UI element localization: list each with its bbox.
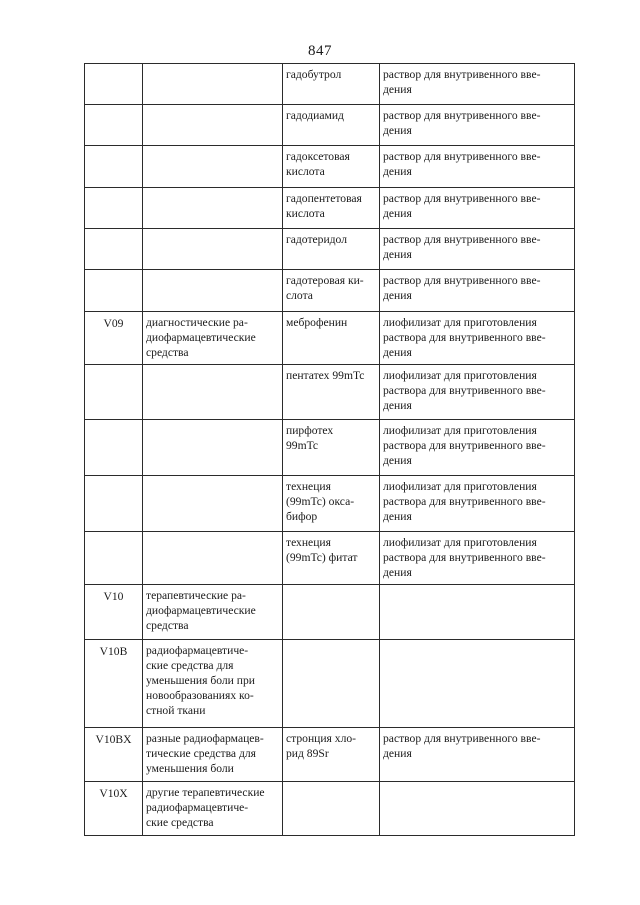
atc-code-cell [85,270,143,312]
substance-text: технеция (99mTc) окса- бифор [286,480,355,523]
table-row [85,532,575,585]
table-row [85,270,575,312]
table-row [85,640,575,728]
substance-cell [283,782,380,836]
atc-group-cell [143,420,283,476]
substance-cell [283,188,380,229]
dosage-form-text: раствор для внутривенного вве- дения [383,150,541,178]
dosage-form-cell [380,270,575,312]
atc-code-cell [85,782,143,836]
table-row [85,146,575,188]
table-row [85,728,575,782]
atc-group-cell [143,585,283,640]
substance-cell [283,365,380,420]
atc-code-text: V10X [99,787,128,800]
atc-code-cell [85,105,143,146]
atc-group-cell [143,270,283,312]
substance-cell [283,105,380,146]
table-row [85,476,575,532]
atc-code-cell [85,64,143,105]
substance-text: гадотеровая ки- слота [286,274,364,302]
table-row [85,312,575,365]
dosage-form-cell [380,585,575,640]
atc-group-cell [143,365,283,420]
substance-cell [283,420,380,476]
atc-group-text: диагностические ра- диофармацевтические средства [146,316,256,359]
atc-group-cell [143,532,283,585]
dosage-form-cell [380,188,575,229]
dosage-form-text: лиофилизат для приготовления раствора для внутривенного вве- дения [383,369,546,412]
dosage-form-text: лиофилизат для приготовления раствора для внутривенного вве- дения [383,480,546,523]
atc-code-text: V09 [103,317,124,330]
substance-cell [283,585,380,640]
table-row [85,229,575,270]
atc-group-text: другие терапевтические радиофармацевтиче- ские средства [146,786,265,829]
table-row [85,782,575,836]
atc-group-cell [143,728,283,782]
substance-text: гадобутрол [286,68,342,81]
atc-code-cell [85,585,143,640]
dosage-form-cell [380,312,575,365]
dosage-form-cell [380,640,575,728]
substance-text: технеция (99mTc) фитат [286,536,358,564]
atc-group-cell [143,64,283,105]
dosage-form-text: раствор для внутривенного вве- дения [383,233,541,261]
atc-code-cell [85,229,143,270]
substance-cell [283,146,380,188]
substance-text: меброфенин [286,316,348,329]
atc-code-cell [85,532,143,585]
atc-code-cell [85,476,143,532]
substance-text: пирфотех 99mTc [286,424,334,452]
atc-code-cell [85,312,143,365]
dosage-form-cell [380,229,575,270]
dosage-form-cell [380,532,575,585]
dosage-form-cell [380,105,575,146]
substance-text: гадоксетовая кислота [286,150,350,178]
dosage-form-cell [380,782,575,836]
table-row [85,420,575,476]
table-row [85,188,575,229]
atc-code-text: V10B [99,645,128,658]
table-row [85,64,575,105]
dosage-form-cell [380,420,575,476]
substance-text: пентатех 99mTc [286,369,365,382]
atc-group-cell [143,476,283,532]
substance-cell [283,64,380,105]
dosage-form-text: лиофилизат для приготовления раствора для внутривенного вве- дения [383,316,546,359]
dosage-form-cell [380,365,575,420]
substance-cell [283,312,380,365]
substance-text: стронция хло- рид 89Sr [286,732,357,760]
table-row [85,365,575,420]
dosage-form-text: раствор для внутривенного вве- дения [383,68,541,96]
substance-cell [283,476,380,532]
page-number: 847 [308,43,332,59]
dosage-form-cell [380,146,575,188]
dosage-form-text: лиофилизат для приготовления раствора для внутривенного вве- дения [383,536,546,579]
dosage-form-text: лиофилизат для приготовления раствора для внутривенного вве- дения [383,424,546,467]
dosage-form-cell [380,476,575,532]
table-row [85,105,575,146]
atc-group-cell [143,146,283,188]
atc-code-cell [85,728,143,782]
atc-group-cell [143,229,283,270]
atc-code-cell [85,420,143,476]
substance-cell [283,532,380,585]
atc-group-cell [143,312,283,365]
dosage-form-text: раствор для внутривенного вве- дения [383,192,541,220]
substance-cell [283,728,380,782]
substance-cell [283,229,380,270]
atc-group-cell [143,782,283,836]
atc-code-cell [85,188,143,229]
drug-classification-table [84,63,575,836]
atc-code-cell [85,640,143,728]
atc-group-cell [143,188,283,229]
substance-cell [283,640,380,728]
substance-text: гадопентетовая кислота [286,192,362,220]
substance-text: гадотеридол [286,233,347,246]
dosage-form-cell [380,64,575,105]
substance-cell [283,270,380,312]
substance-text: гадодиамид [286,109,344,122]
atc-group-text: терапевтические ра- диофармацевтические средства [146,589,256,632]
atc-group-cell [143,105,283,146]
atc-group-text: радиофармацевтиче- ские средства для уменьшения боли при новообразованиях ко- стной ткани [146,644,255,717]
dosage-form-text: раствор для внутривенного вве- дения [383,109,541,137]
atc-code-text: V10 [103,590,124,603]
atc-group-text: разные радиофармацев- тические средства для уменьшения боли [146,732,264,775]
atc-code-cell [85,146,143,188]
atc-code-text: V10BX [95,733,132,746]
atc-code-cell [85,365,143,420]
dosage-form-text: раствор для внутривенного вве- дения [383,732,541,760]
dosage-form-text: раствор для внутривенного вве- дения [383,274,541,302]
dosage-form-cell [380,728,575,782]
table-row [85,585,575,640]
atc-group-cell [143,640,283,728]
